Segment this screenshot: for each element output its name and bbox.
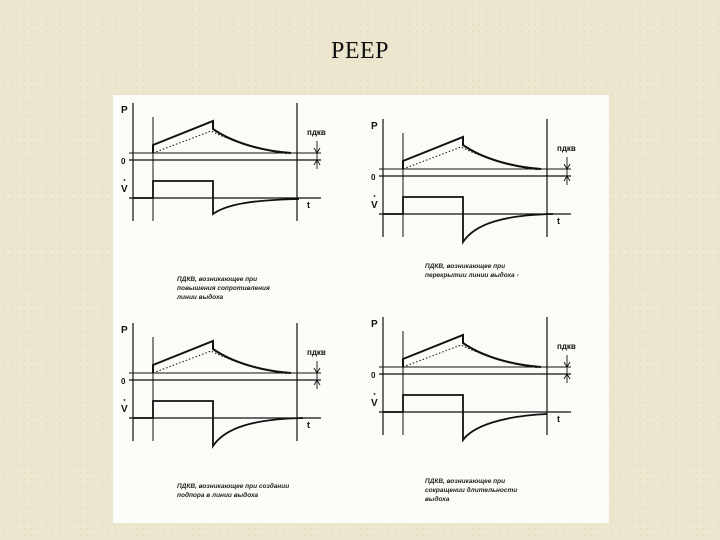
peep-label: пдкв: [557, 342, 576, 351]
flow-curve: [383, 395, 547, 440]
caption-line: линии выдоха: [177, 294, 224, 301]
caption-back-pressure: [177, 482, 289, 499]
caption-line: ПДКВ, возникающее при: [425, 478, 506, 485]
slide-title: PEEP: [330, 38, 389, 64]
flow-dot: [374, 195, 376, 197]
caption-line: перекрытии линии выдоха -: [425, 272, 519, 279]
waveform-figure: [113, 95, 609, 523]
panel-high-resistance: [121, 103, 326, 301]
caption-line: ПДКВ, возникающее при: [425, 263, 506, 270]
t-label: t: [557, 216, 560, 226]
t-label: t: [557, 414, 560, 424]
flow-dot: [374, 393, 376, 395]
peep-label: пдкв: [307, 128, 326, 137]
flow-dot: [124, 399, 126, 401]
t-label: t: [307, 200, 310, 210]
caption-line: ПДКВ, возникающее при создании: [177, 483, 290, 490]
caption-line: ПДКВ, возникающее при: [177, 276, 258, 283]
pressure-axis-label: P: [371, 319, 378, 330]
pressure-axis-label: P: [371, 121, 378, 132]
caption-line: подпора в линии выдоха: [177, 492, 259, 499]
panel-short-expiration: [371, 317, 576, 503]
caption-short-expiration: [425, 478, 517, 503]
flow-axis-label: V: [371, 200, 378, 211]
caption-line: сокращении длительности: [425, 487, 518, 494]
zero-label: 0: [371, 173, 376, 182]
airway-pressure-curve: [403, 335, 541, 367]
flow-curve: [133, 401, 303, 446]
zero-label: 0: [121, 157, 126, 166]
panel-back-pressure: [121, 323, 326, 499]
flow-axis-label: V: [371, 398, 378, 409]
zero-label: 0: [371, 371, 376, 380]
caption-occlusion: [425, 263, 519, 279]
t-label: t: [307, 420, 310, 430]
pressure-axis-label: P: [121, 105, 128, 116]
caption-line: выдоха: [425, 496, 450, 503]
pressure-axis-label: P: [121, 325, 128, 336]
flow-axis-label: V: [121, 184, 128, 195]
airway-pressure-curve: [153, 121, 291, 153]
caption-line: повышения сопротивления: [177, 285, 270, 292]
waveform-diagrams: [113, 95, 609, 523]
airway-pressure-curve: [153, 341, 291, 373]
flow-curve: [383, 197, 553, 242]
panel-occlusion: [371, 119, 576, 279]
caption-high-resistance: [176, 276, 270, 301]
peep-label: пдкв: [307, 348, 326, 357]
airway-pressure-curve: [403, 137, 541, 169]
flow-dot: [124, 179, 126, 181]
zero-label: 0: [121, 377, 126, 386]
flow-axis-label: V: [121, 404, 128, 415]
peep-label: пдкв: [557, 144, 576, 153]
